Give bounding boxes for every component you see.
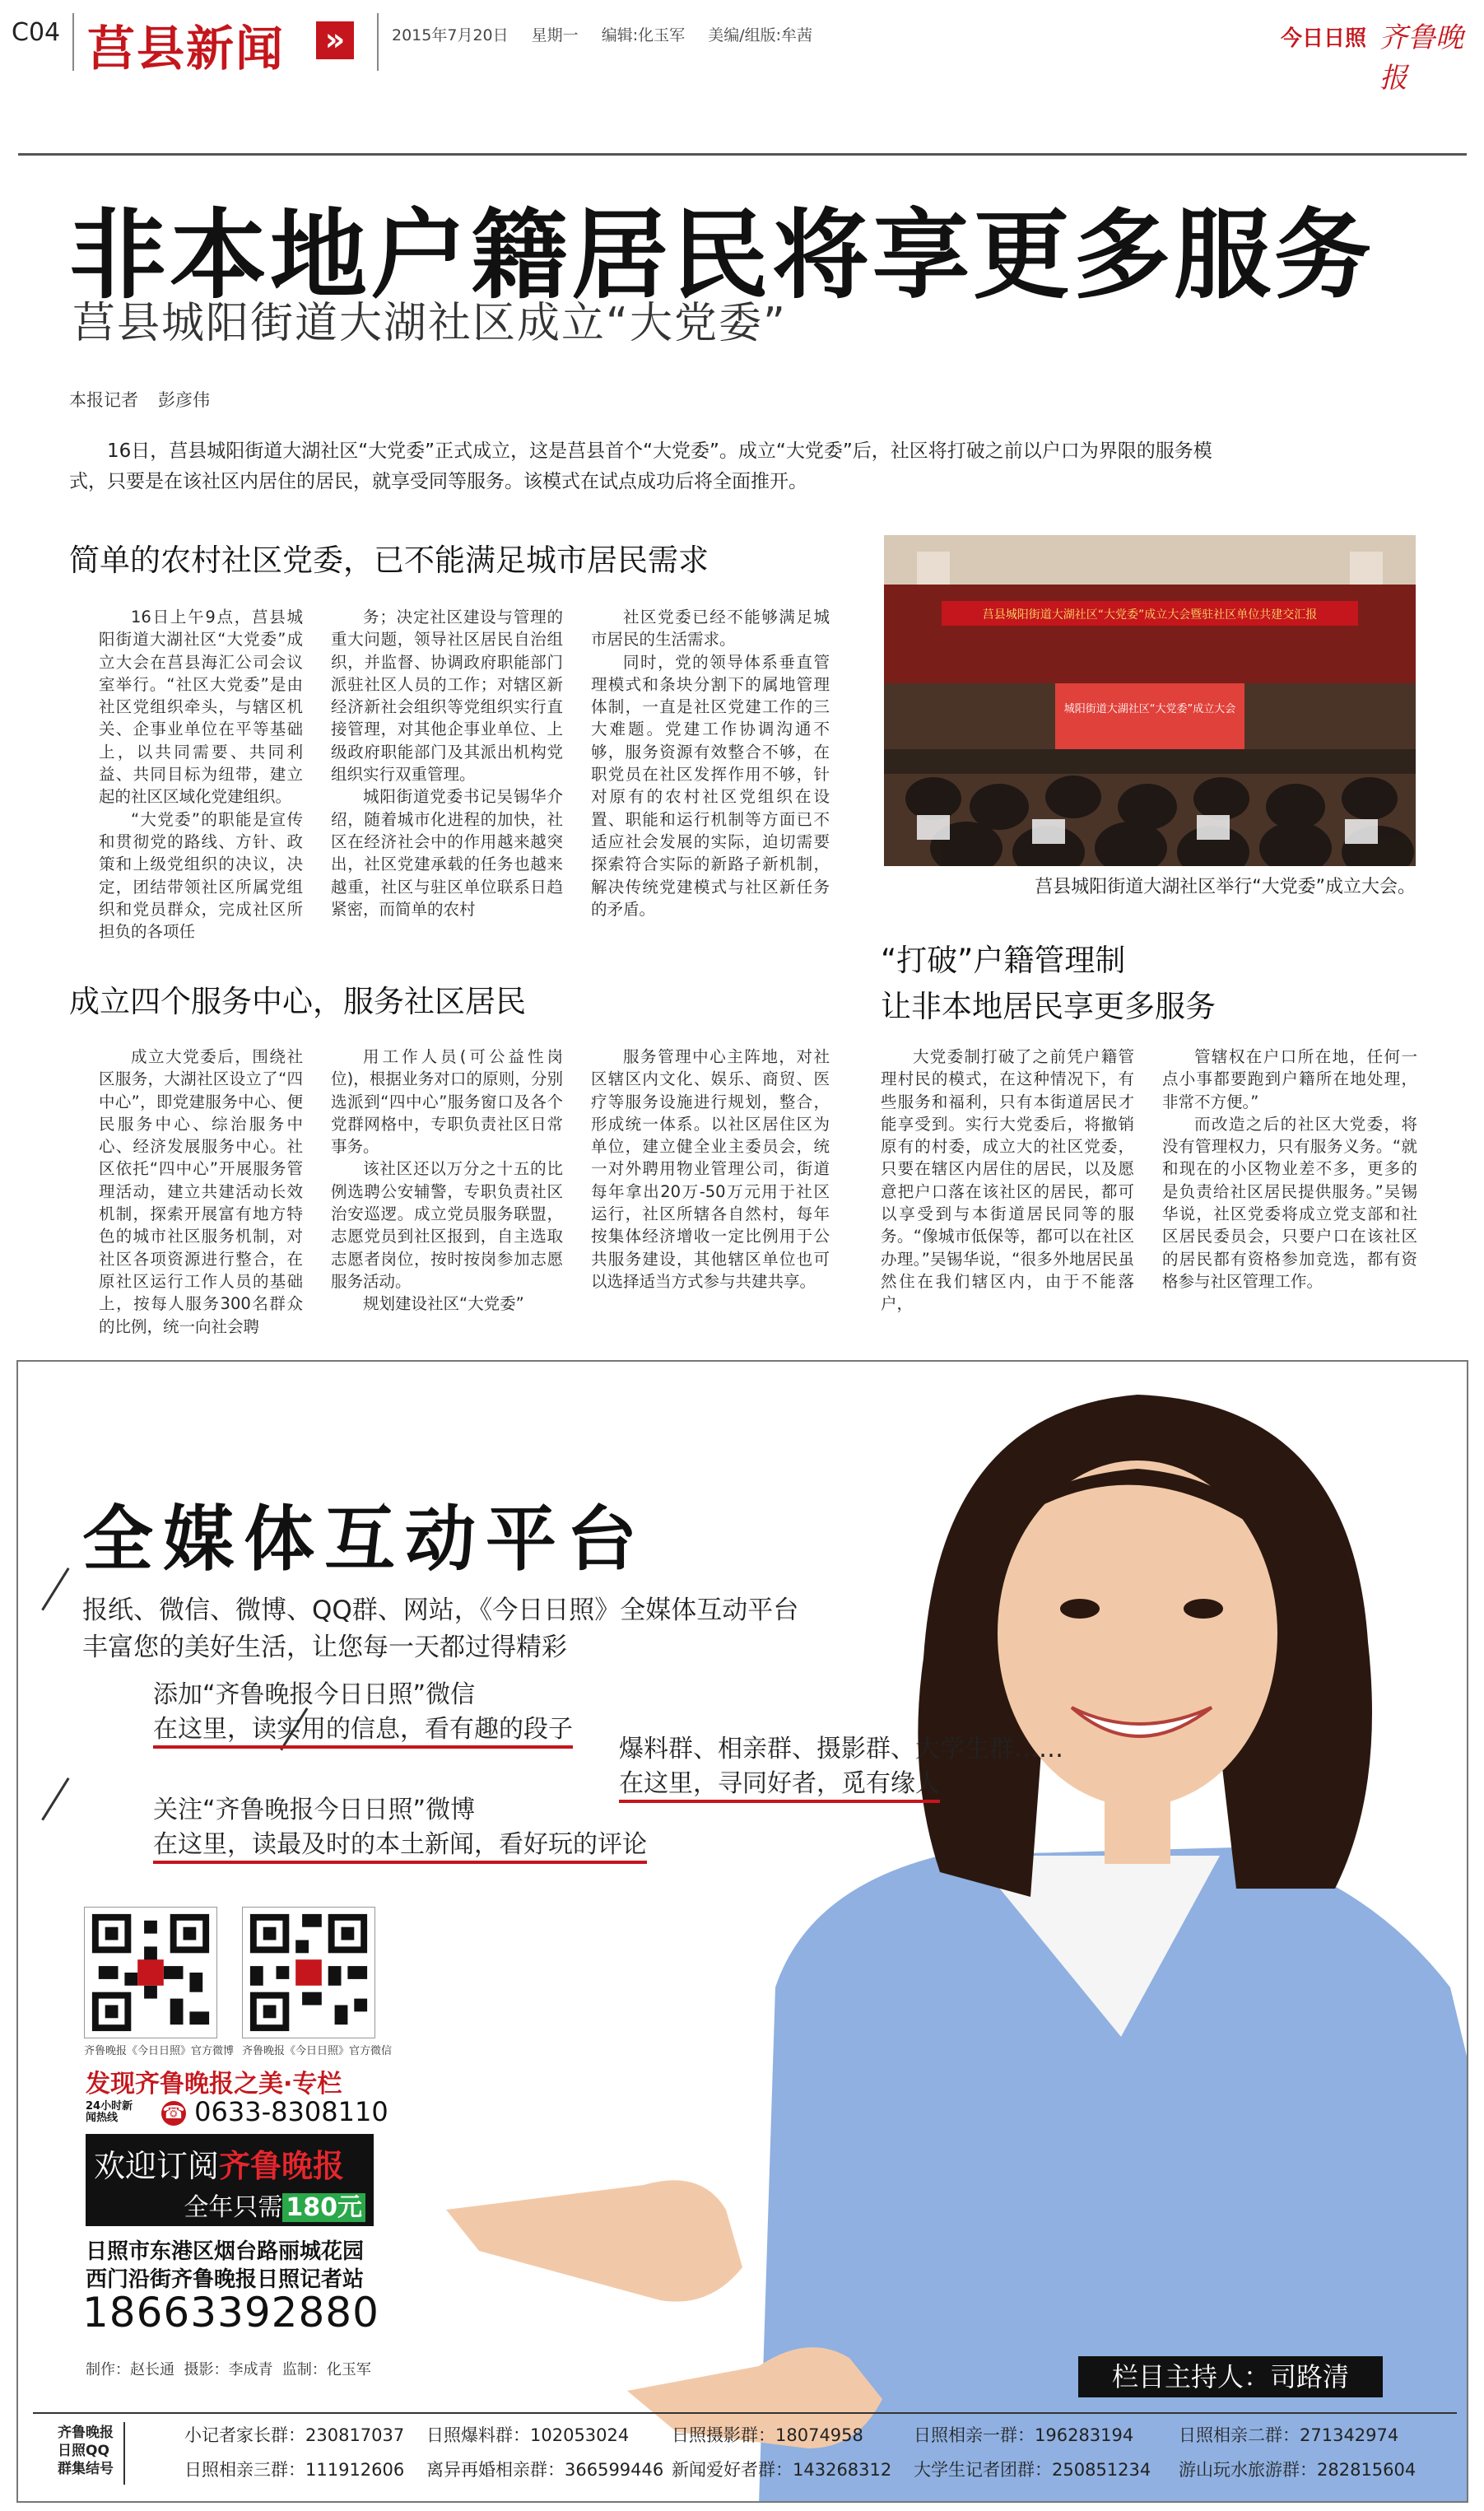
qq-groups-label: 齐鲁晚报日照QQ群集结号 (58, 2425, 114, 2477)
section2-col-1 (99, 1046, 303, 1338)
photo-caption: 莒县城阳街道大湖社区举行“大党委”成立大会。 (1035, 877, 1416, 897)
paragraph: 成立大党委后，围绕社区服务，大湖社区设立了“四中心”，即党建服务中心、便民服务中心、综治服务中心、经济发展服务中心。社区依托“四中心”开展服务管理活动，建立共建活动长效机制，探索开展富有地方特色的城市社区服务机制，对社区各项资源进行整合，在原社区运行工作人员的基础上，按每人服务300名群众的比例，统一向社会聘 (99, 1047, 303, 1336)
weekday: 星期一 (531, 26, 579, 44)
qr-icon (243, 1908, 374, 2038)
qq-group-item: 小记者家长群：230817037 (184, 2425, 405, 2445)
paragraph: 务；决定社区建设与管理的重大问题，领导社区居民自治组织，并监督、协调政府职能部门派驻社区人员的工作；对辖区新经济新社会组织等党组织实行直接管理，对其他企事业单位、上级政府职能部门及其派出机构党组织实行双重管理。 (331, 608, 563, 785)
weibo-here-text: 在这里，读最及时的本土新闻，看好玩的评论 (153, 1830, 647, 1864)
paragraph: 大党委制打破了之前凭户籍管理村民的模式，在这种情况下，有些服务和福利，只有本街道居民才能享受到。实行大党委后，将撤销原有的村委，成立大的社区党委，只要在辖区内居住的居民，以及愿意把户口落在该社区的居民，都可以享受到与本街道居民同等的服务。“像城市低保等，都可以在社区办理。”吴锡华说，“很多外地居民虽然住在我们辖区内，由于不能落户， (881, 1047, 1134, 1314)
section3-title-2: 让非本地居民享更多服务 (881, 989, 1216, 1024)
host-name-bar: 栏目主持人：司路清 (1078, 2356, 1383, 2397)
page-number: C04 (12, 18, 61, 47)
weibo-promo (153, 1793, 647, 1862)
section2-col-2 (331, 1046, 563, 1316)
subscribe-paper: 齐鲁晚报 (219, 2148, 345, 2184)
paragraph: “大党委”的职能是宣传和贯彻党的路线、方针、政策和上级党组织的决议，决定，团结带领社区所属党组织和党员群众，完成社区所担负的各项任 (99, 809, 303, 942)
qq-group-item: 日照爆料群：102053024 (426, 2425, 630, 2445)
wechat-add-text: 添加“齐鲁晚报今日日照”微信 (153, 1680, 476, 1709)
weibo-qr-caption: 齐鲁晚报《今日日照》官方微博 (84, 2045, 235, 2057)
paragraph: 16日上午9点，莒县城阳街道大湖社区“大党委”成立大会在莒县海汇公司会议室举行。“社区大党委”是由社区党组织牵头，与辖区机关、企事业单位在平等基础上，以共同需要、共同利益、共同目标为纽带，建立起的社区区域化党建组织。 (99, 608, 303, 807)
subscribe-box (86, 2134, 374, 2226)
photo-screen-text: 城阳街道大湖社区“大党委”成立大会 (1063, 703, 1236, 715)
photo-banner: 莒县城阳街道大湖社区“大党委”成立大会暨驻社区单位共建交汇报 (982, 608, 1318, 622)
section1-col-1 (99, 606, 303, 943)
paragraph: 城阳街道党委书记吴锡华介绍，随着城市化进程的加快，社区在经济社会中的作用越来越突出，社区党建承载的任务也越来越重，社区与驻区单位联系日趋紧密，而简单的农村 (331, 787, 563, 919)
address-line-2: 西门沿街齐鲁晚报日照记者站 (86, 2267, 365, 2292)
section1-col-3 (591, 606, 830, 920)
byline-label: 本报记者 (69, 390, 138, 410)
hotline-number (161, 2096, 388, 2127)
groups-line-text: 爆料群、相亲群、摄影群、大学生群…… (619, 1735, 1063, 1763)
contact-phone: 18663392880 (82, 2289, 379, 2336)
qr-icon (85, 1908, 216, 2038)
qq-group-item: 大学生记者团群：250851234 (914, 2460, 1151, 2480)
header-divider (72, 13, 74, 71)
qq-group-item: 日照相亲一群：196283194 (914, 2425, 1134, 2445)
qq-group-item: 离异再婚相亲群：366599446 (426, 2460, 664, 2480)
header-info (392, 23, 830, 45)
paragraph: 管辖权在户口所在地，任何一点小事都要跑到户籍所在地处理，非常不方便。” (1162, 1047, 1417, 1111)
paragraph: 同时，党的领导体系垂直管理模式和条块分割下的属地管理体制，一直是社区党建工作的三大难题。党建工作协调沟通不够，服务资源有效整合不够，在职党员在社区发挥作用不够，针对原有的农村社区党组织在设置、职能和运行机制等方面已不适应社会发展的实际，迫切需要探索符合实际的新路子新机制，解决传统党建模式与社区新任务的矛盾。 (591, 652, 830, 919)
section3-col-2 (1162, 1046, 1417, 1293)
price-value: 180元 (282, 2193, 365, 2222)
qq-group-item: 游山玩水旅游群：282815604 (1179, 2460, 1417, 2480)
qq-group-item: 日照相亲二群：271342974 (1179, 2425, 1399, 2445)
hotline-value: 0633-8308110 (194, 2096, 388, 2127)
phone-icon: ☎ (161, 2101, 186, 2126)
subscribe-prefix: 欢迎订阅 (94, 2148, 220, 2184)
section2-col-3 (591, 1046, 830, 1293)
groups-here-text: 在这里，寻同好者，觅有缘人 (619, 1769, 940, 1803)
paragraph: 该社区还以万分之十五的比例选聘公安辅警，专职负责社区治安巡逻。成立党员服务联盟，志愿党员到社区报到，自主选取志愿者岗位，按时按岗参加志愿服务活动。 (331, 1159, 563, 1291)
subheadline: 莒县城阳街道大湖社区成立“大党委” (72, 299, 787, 348)
designer: 美编/组版:牟茜 (708, 26, 812, 44)
weibo-follow-text: 关注“齐鲁晚报今日日照”微博 (153, 1796, 476, 1824)
qq-groups-panel (33, 2412, 1457, 2496)
header-rule (18, 153, 1467, 156)
editor: 编辑:化玉军 (601, 26, 686, 44)
price-label: 全年只需 (184, 2193, 283, 2222)
paragraph: 服务管理中心主阵地，对社区辖区内文化、娱乐、商贸、医疗等服务设施进行规划，整合，形成统一体系。以社区居住区为单位，建立健全业主委员会，统一对外聘用物业管理公司，街道每年拿出20万-50万元用于社区运行，社区所辖各自然村，每年按集体经济增收一定比例用于公共服务建设，其他辖区单位也可以选择适当方式参与共建共享。 (591, 1047, 830, 1291)
byline (69, 387, 210, 412)
weibo-qr-code[interactable] (84, 1907, 217, 2038)
groups-promo (619, 1732, 1063, 1801)
brand-paper-logo: 齐鲁晚报 (1379, 21, 1463, 95)
byline-name: 彭彦伟 (158, 390, 210, 410)
qq-group-item: 新闻爱好者群：143268312 (672, 2460, 892, 2480)
brand-daily: 今日日照 (1281, 26, 1367, 51)
column-name: 发现齐鲁晚报之美·专栏 (86, 2070, 342, 2099)
section-name: 莒县新闻 (87, 21, 286, 77)
section3-col-1 (881, 1046, 1134, 1316)
header-divider (377, 13, 379, 71)
event-photo (884, 535, 1416, 866)
section3-title-1: “打破”户籍管理制 (881, 943, 1126, 978)
section1-col-2 (331, 606, 563, 920)
auditorium-illustration (884, 535, 1416, 866)
qq-divider (123, 2422, 125, 2485)
ad-line-2: 丰富您的美好生活，让您每一天都过得精彩 (82, 1633, 567, 1662)
wechat-qr-code[interactable] (242, 1907, 375, 2038)
section2-title: 成立四个服务中心，服务社区居民 (69, 984, 526, 1019)
ad-line-1: 报纸、微信、微博、QQ群、网站，《今日日照》全媒体互动平台 (82, 1596, 799, 1625)
issue-date: 2015年7月20日 (392, 26, 509, 44)
wechat-here-text: 在这里，读实用的信息，看有趣的段子 (153, 1715, 573, 1749)
subscribe-price (184, 2187, 365, 2223)
lead-paragraph: 16日，莒县城阳街道大湖社区“大党委”正式成立，这是莒县首个“大党委”。成立“大党委”后，社区将打破之前以户口为界限的服务模式，只要是在该社区内居住的居民，就享受同等服务。该模式在试点成功后将全面推开。 (69, 440, 1212, 492)
qq-group-item: 日照摄影群：18074958 (672, 2425, 863, 2445)
ad-credits: 制作：赵长通 摄影：李成青 监制：化玉军 (86, 2361, 371, 2378)
section1-title: 简单的农村社区党委，已不能满足城市居民需求 (69, 543, 709, 578)
qq-group-item: 日照相亲三群：111912606 (184, 2460, 405, 2480)
paragraph: 用工作人员(可公益性岗位)，根据业务对口的原则，分别选派到“四中心”服务窗口及各个党群网格中，专职负责社区日常事务。 (331, 1047, 563, 1157)
headline: 非本地户籍居民将享更多服务 (69, 198, 1375, 312)
subscribe-text (94, 2141, 344, 2186)
paragraph: 而改造之后的社区大党委，将没有管理权力，只有服务义务。“就和现在的小区物业差不多，更多的是负责给社区居民提供服务。”吴锡华说，社区党委将成立党支部和社区居民委员会，只要户口在该社区的居民都有资格参加竞选，都有资格参与社区管理工作。 (1162, 1114, 1417, 1291)
ad-title: 全媒体互动平台 (82, 1498, 647, 1581)
wechat-promo (153, 1678, 573, 1747)
wechat-qr-caption: 齐鲁晚报《今日日照》官方微信 (242, 2045, 393, 2057)
address-line-1: 日照市东港区烟台路丽城花园 (86, 2239, 365, 2264)
paragraph: 社区党委已经不能够满足城市居民的生活需求。 (591, 608, 830, 650)
hotline-label: 24小时新闻热线 (86, 2100, 133, 2124)
paragraph: 规划建设社区“大党委” (363, 1294, 524, 1314)
chevron-right-icon: » (316, 21, 354, 59)
